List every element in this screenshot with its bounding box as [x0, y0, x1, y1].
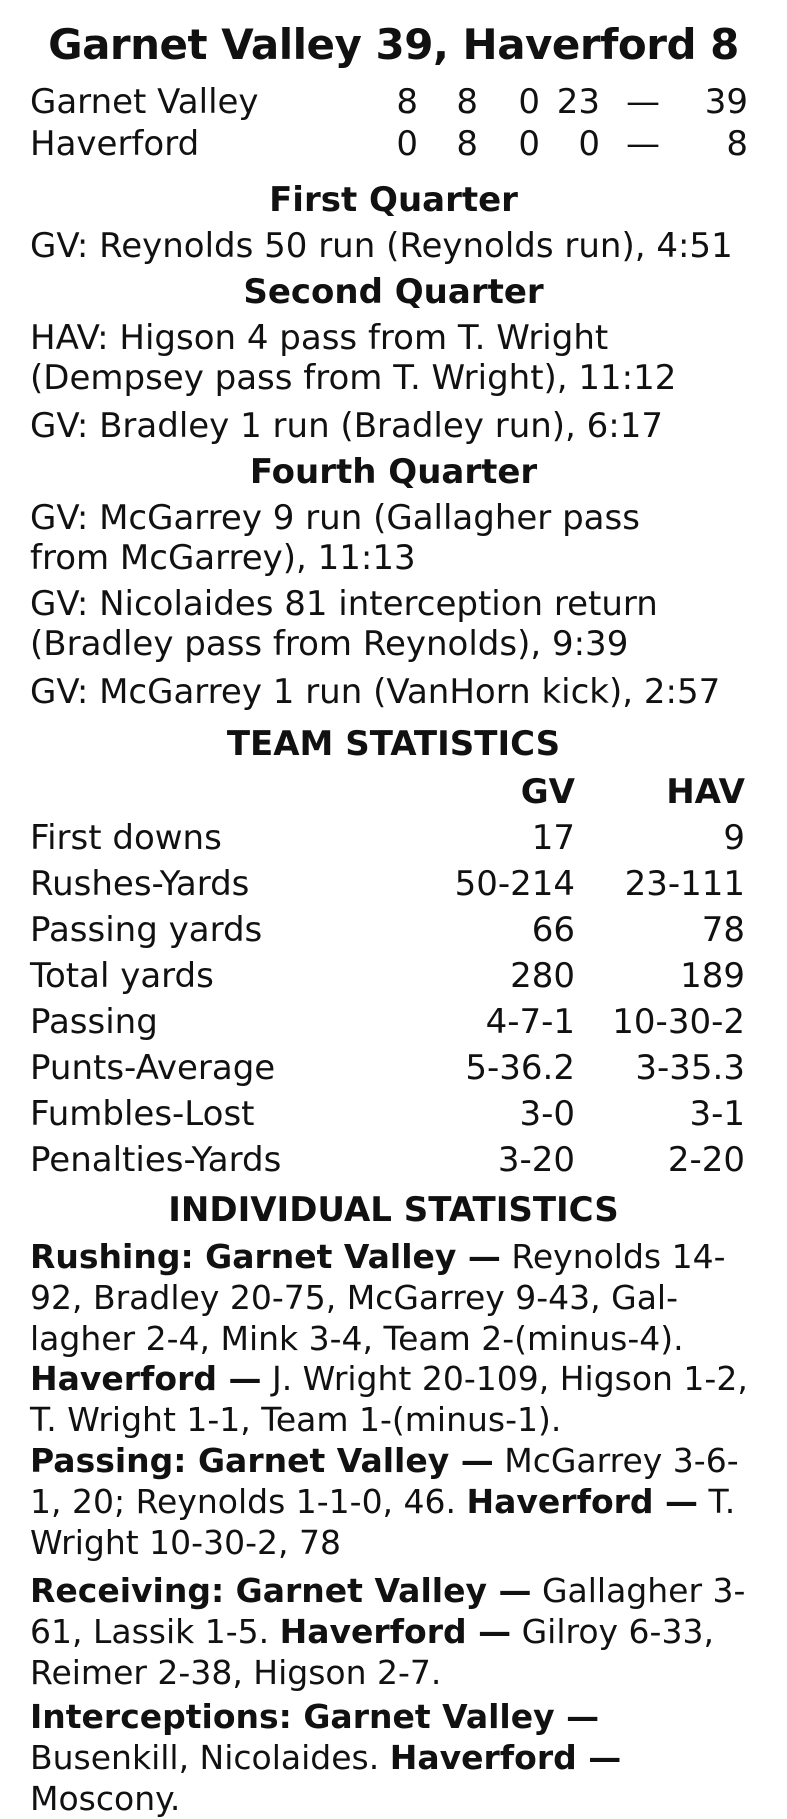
linescore-team: Garnet Valley [30, 82, 259, 122]
linescore-q4: 0 [578, 124, 600, 164]
stat-category-gv: Reynolds 14-92, Bradley 20-75, McGarrey 9-43, Gallagher 2-4, Mink 3-4, Team 2-(minus-4). [30, 1237, 726, 1358]
stat-hav: 10-30-2 [612, 1002, 745, 1042]
linescore-q2: 8 [456, 82, 478, 122]
column-header-gv: GV [520, 772, 575, 812]
stat-label: First downs [30, 818, 222, 858]
stat-hav: 9 [723, 818, 745, 858]
scoring-play: GV: McGarrey 1 run (VanHorn kick), 2:57 [30, 672, 721, 712]
stat-gv: 50-214 [454, 864, 575, 904]
stat-hav: 23-111 [624, 864, 745, 904]
linescore-q2: 8 [456, 124, 478, 164]
linescore-total: 39 [704, 82, 748, 122]
stat-label: Total yards [30, 956, 214, 996]
stat-gv: 280 [510, 956, 575, 996]
stat-hav: 2-20 [667, 1140, 745, 1180]
scoring-play: GV: Nicolaides 81 interception return [30, 584, 658, 624]
linescore-total: 8 [726, 124, 748, 164]
stat-hav: 78 [701, 910, 745, 950]
quarter-header: Fourth Quarter [249, 452, 538, 492]
stat-gv: 3-20 [497, 1140, 575, 1180]
stat-category-hav: Moscony. [30, 1779, 181, 1818]
linescore-q4: 23 [556, 82, 600, 122]
stat-gv: 17 [531, 818, 575, 858]
scoring-play: GV: Reynolds 50 run (Reynolds run), 4:51 [30, 226, 733, 266]
stat-category-hav: J. Wright 20-109, Higson 1-2, T. Wright 1-1, Team 1-(minus-1). [30, 1359, 748, 1439]
linescore-q3: 0 [518, 82, 540, 122]
stat-category-hav: T. Wright 10-30-2, 78 [30, 1482, 736, 1562]
stat-label: Passing yards [30, 910, 263, 950]
linescore-q1: 0 [396, 124, 418, 164]
scoring-play: GV: McGarrey 9 run (Gallagher pass [30, 498, 640, 538]
quarter-header: Second Quarter [243, 272, 544, 312]
scoring-play-cont: from McGarrey), 11:13 [30, 538, 416, 578]
scoring-play: GV: Bradley 1 run (Bradley run), 6:17 [30, 406, 664, 446]
stat-gv: 3-0 [519, 1094, 575, 1134]
linescore-q1: 8 [396, 82, 418, 122]
stat-category-head: Passing: Garnet Valley — [30, 1441, 494, 1480]
stat-category-head: Rushing: Garnet Valley — [30, 1237, 501, 1276]
stat-hav: 3-1 [689, 1094, 745, 1134]
stat-label: Rushes-Yards [30, 864, 250, 904]
scoring-play-cont: (Bradley pass from Reynolds), 9:39 [30, 624, 629, 664]
stat-team-head: Haverford — [466, 1482, 698, 1521]
interceptions-stats [30, 1696, 760, 1819]
page-title: Garnet Valley 39, Haverford 8 [48, 20, 739, 69]
stat-team-head: Haverford — [279, 1612, 512, 1651]
stat-gv: 5-36.2 [465, 1048, 575, 1088]
stat-category-hav: Gilroy 6-33, Reimer 2-38, Higson 2-7. [30, 1612, 714, 1692]
stat-category-head: Interceptions: Garnet Valley — [30, 1697, 600, 1736]
section-header: TEAM STATISTICS [226, 724, 561, 764]
rushing-stats-haverford [30, 1358, 760, 1440]
stat-label: Punts-Average [30, 1048, 276, 1088]
quarter-header: First Quarter [269, 180, 518, 220]
stat-category-gv: Gallagher 3-61, Lassik 1-5. [30, 1571, 746, 1651]
stat-team-head: Haverford — [389, 1738, 622, 1777]
passing-stats [30, 1440, 760, 1563]
stat-category-gv: McGarrey 3-6-1, 20; Reynolds 1-1-0, 46. [30, 1441, 739, 1521]
stat-label: Passing [30, 1002, 158, 1042]
linescore-dash: — [626, 124, 660, 164]
stat-gv: 4-7-1 [485, 1002, 575, 1042]
scoring-play: HAV: Higson 4 pass from T. Wright [30, 318, 609, 358]
stat-gv: 66 [531, 910, 575, 950]
rushing-stats [30, 1236, 760, 1359]
linescore-team: Haverford [30, 124, 200, 164]
stat-category-gv: Busenkill, Nicolaides. [30, 1738, 380, 1777]
receiving-stats [30, 1570, 760, 1693]
stat-category-head: Receiving: Garnet Valley — [30, 1571, 532, 1610]
stat-label: Fumbles-Lost [30, 1094, 255, 1134]
linescore-dash: — [626, 82, 660, 122]
stat-label: Penalties-Yards [30, 1140, 282, 1180]
linescore-q3: 0 [518, 124, 540, 164]
column-header-hav: HAV [666, 772, 745, 812]
section-header: INDIVIDUAL STATISTICS [168, 1190, 619, 1230]
stat-hav: 3-35.3 [635, 1048, 745, 1088]
scoring-play-cont: (Dempsey pass from T. Wright), 11:12 [30, 358, 677, 398]
stat-team-head: Haverford — [30, 1359, 262, 1398]
stat-hav: 189 [680, 956, 745, 996]
